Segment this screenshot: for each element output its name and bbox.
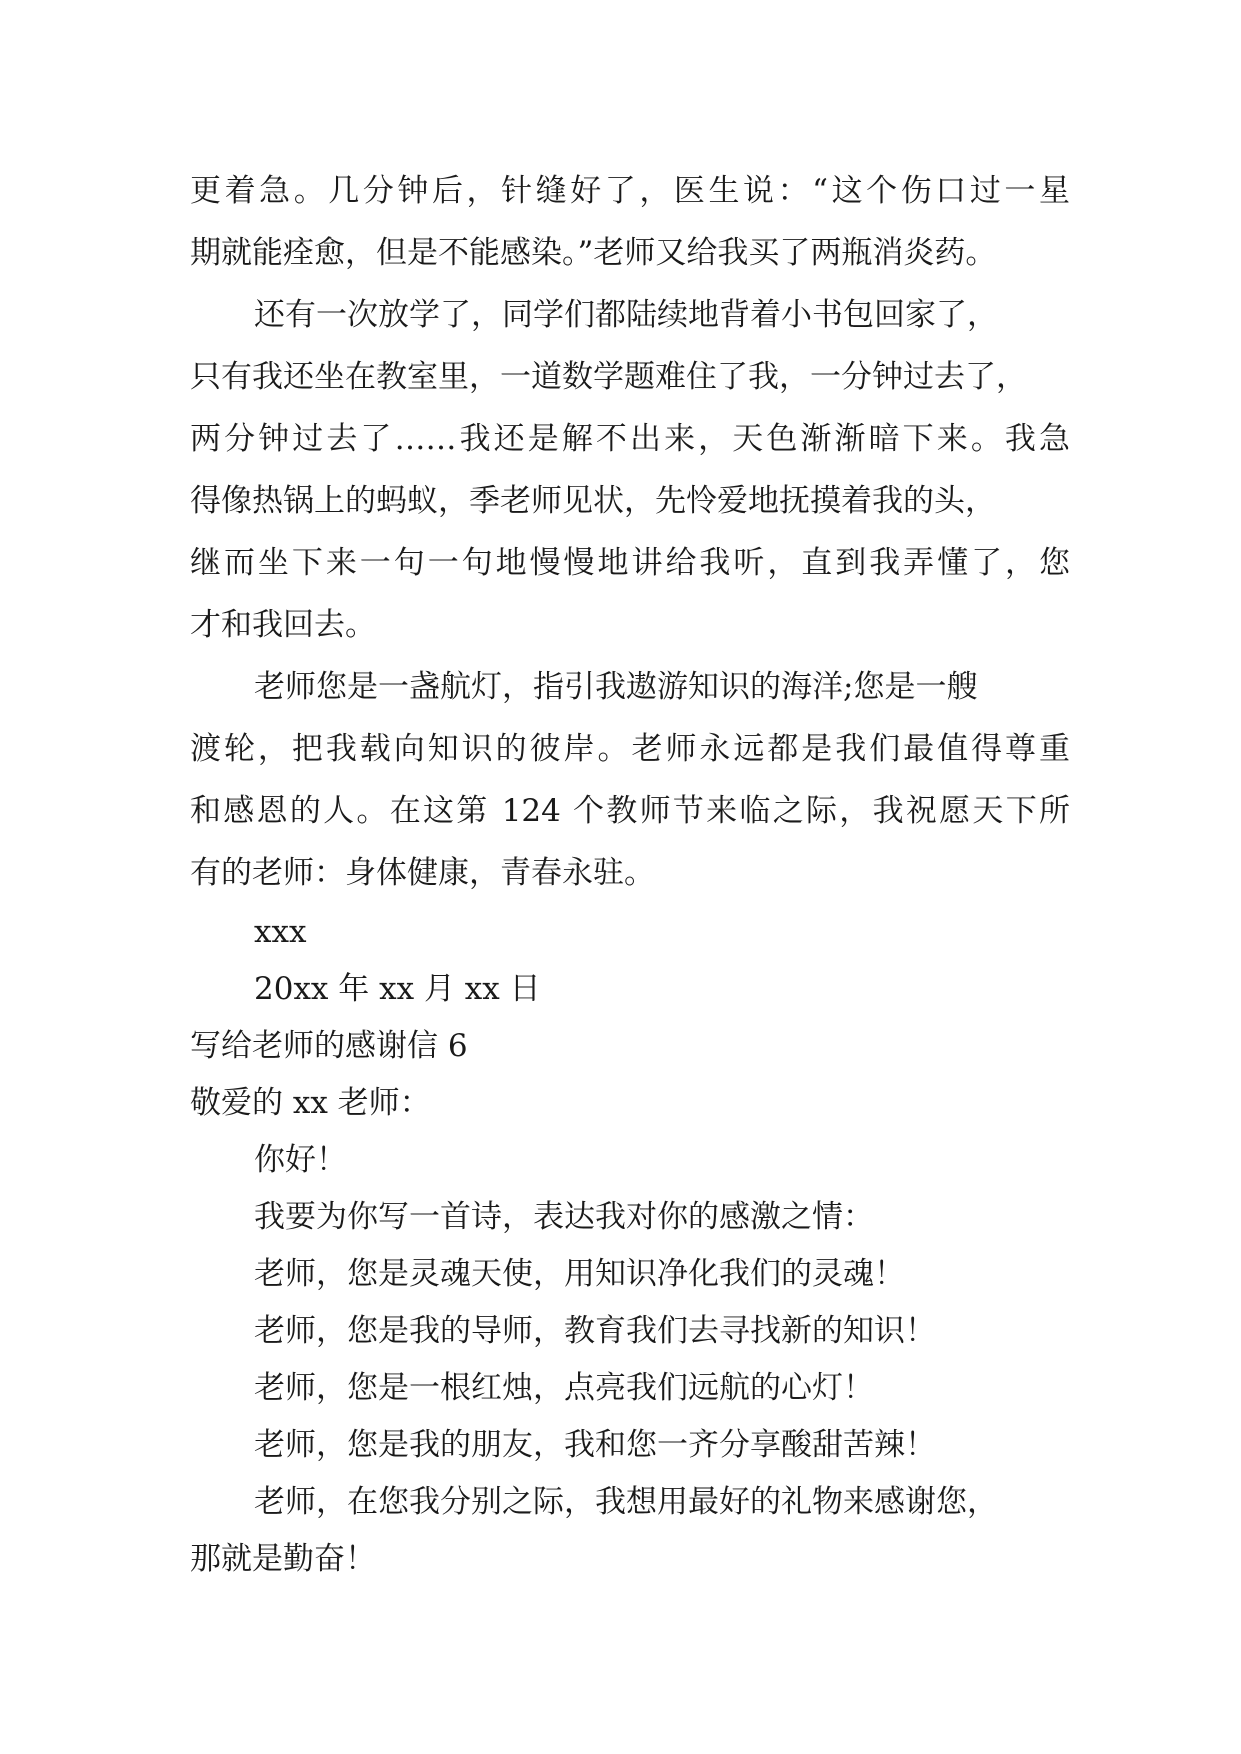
text-line: 有的老师：身体健康，青春永驻。 [190, 855, 655, 891]
poem-line: 老师，您是灵魂天使，用知识净化我们的灵魂！ [254, 1256, 905, 1292]
text-line: 两分钟过去了……我还是解不出来，天色渐渐暗下来。我急 [190, 421, 1070, 457]
text-line: 继而坐下来一句一句地慢慢地讲给我听，直到我弄懂了，您 [190, 545, 1070, 581]
closing-line: 老师，在您我分别之际，我想用最好的礼物来感谢您， [254, 1484, 998, 1520]
signature-name: xxx [254, 914, 307, 950]
signature-block [190, 904, 1070, 1018]
letter-title: 写给老师的感谢信 6 [190, 1028, 468, 1064]
text-line: 更着急。几分钟后，针缝好了，医生说：“这个伤口过一星 [190, 173, 1070, 209]
salutation: 敬爱的 xx 老师： [190, 1085, 431, 1121]
paragraph-2 [190, 284, 1070, 656]
paragraph-3 [190, 656, 1070, 904]
letter-6 [190, 1018, 1070, 1588]
text-line: 才和我回去。 [190, 607, 376, 643]
intro-line: 我要为你写一首诗，表达我对你的感激之情： [254, 1199, 874, 1235]
paragraph-1 [190, 160, 1070, 284]
closing-line: 那就是勤奋！ [190, 1541, 376, 1577]
text-line: 和感恩的人。在这第 124 个教师节来临之际，我祝愿天下所 [190, 793, 1070, 829]
text-line: 老师您是一盏航灯，指引我遨游知识的海洋;您是一艘 [254, 669, 978, 705]
poem-line: 老师，您是一根红烛，点亮我们远航的心灯！ [254, 1370, 874, 1406]
signature-date: 20xx 年 xx 月 xx 日 [254, 971, 541, 1007]
document-body [190, 160, 1070, 1588]
text-line: 只有我还坐在教室里，一道数学题难住了我，一分钟过去了， [190, 359, 1027, 395]
poem-line: 老师，您是我的导师，教育我们去寻找新的知识！ [254, 1313, 936, 1349]
text-line: 渡轮，把我载向知识的彼岸。老师永远都是我们最值得尊重 [190, 731, 1070, 767]
text-line: 期就能痊愈，但是不能感染。”老师又给我买了两瓶消炎药。 [190, 235, 997, 271]
greeting: 你好！ [254, 1142, 347, 1178]
text-line: 得像热锅上的蚂蚁，季老师见状，先怜爱地抚摸着我的头， [190, 483, 996, 519]
poem-line: 老师，您是我的朋友，我和您一齐分享酸甜苦辣！ [254, 1427, 936, 1463]
text-line: 还有一次放学了，同学们都陆续地背着小书包回家了， [254, 297, 998, 333]
